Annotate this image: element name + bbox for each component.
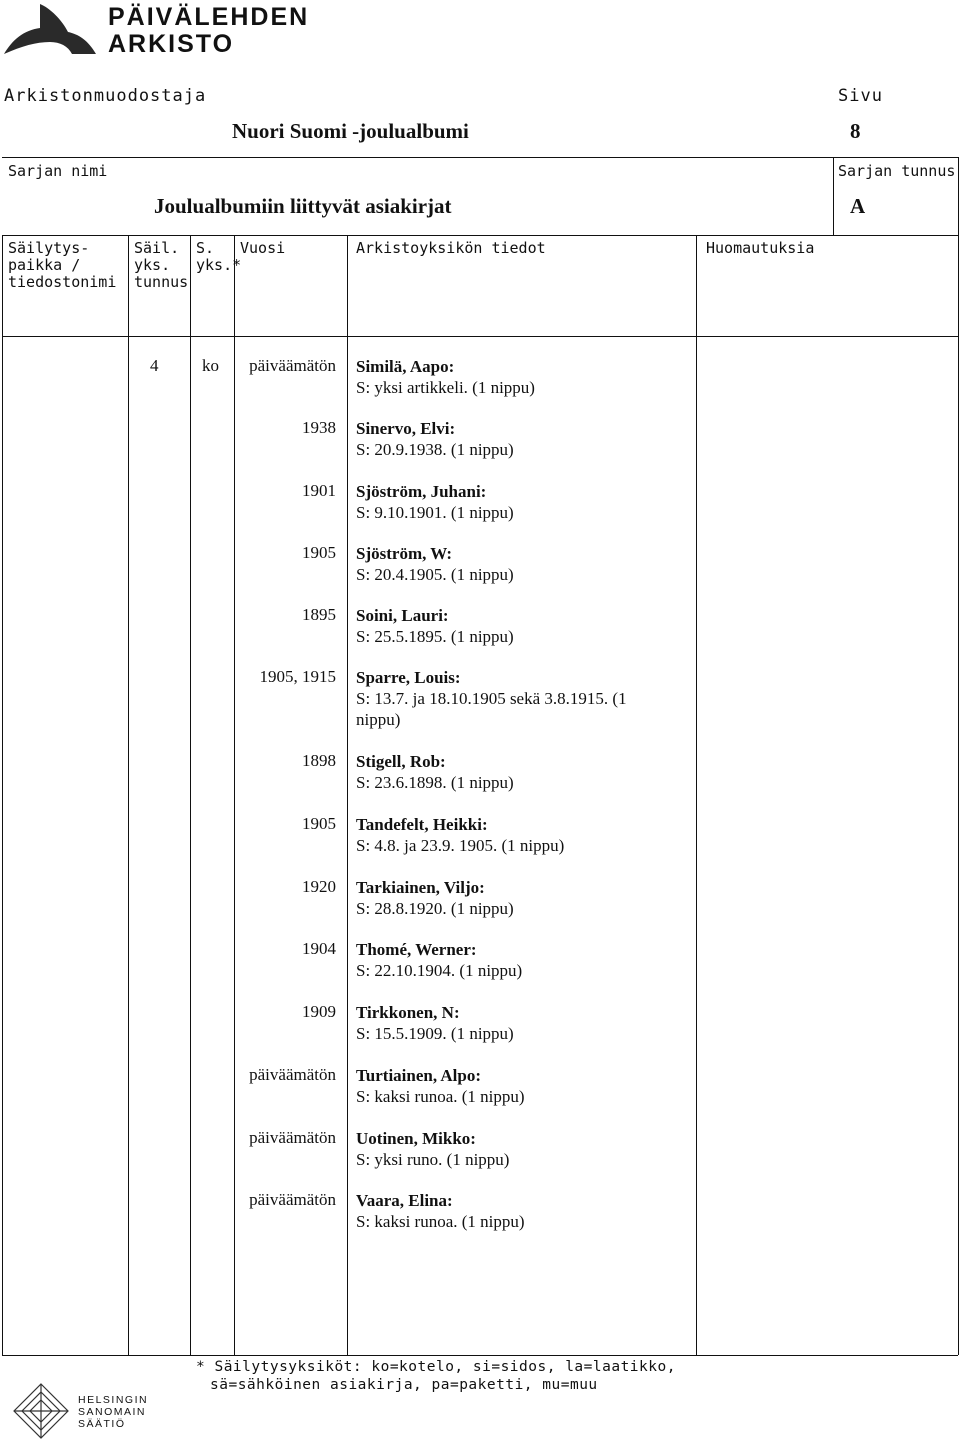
col-sep-5 xyxy=(696,235,697,1355)
column-header-line: paikka / xyxy=(8,256,81,274)
entry-year: 1905, 1915 xyxy=(259,667,336,686)
entry-details xyxy=(356,814,686,856)
entry-details xyxy=(356,418,686,460)
entry-name: Uotinen, Mikko: xyxy=(356,1129,476,1148)
column-header-arkistoyksikon-tiedot: Arkistoyksikön tiedot xyxy=(356,239,546,257)
entry-description: S: yksi runo. (1 nippu) xyxy=(356,1150,510,1169)
footnote-line2: sä=sähköinen asiakirja, pa=paketti, mu=muu xyxy=(210,1377,598,1393)
border-right xyxy=(958,157,959,1355)
border-left xyxy=(2,235,3,1355)
entry-details xyxy=(356,605,686,647)
entry-description: S: yksi artikkeli. (1 nippu) xyxy=(356,378,535,397)
entry-description: S: 22.10.1904. (1 nippu) xyxy=(356,961,523,980)
entry-year: päiväämätön xyxy=(249,1128,336,1147)
entry-details xyxy=(356,481,686,523)
column-header-s-yks xyxy=(196,240,241,274)
col-sep-2 xyxy=(190,235,191,1355)
entry-details xyxy=(356,1065,686,1107)
footer-logo-line1: HELSINGIN xyxy=(78,1394,149,1406)
footer-logo-line3: SÄÄTIÖ xyxy=(78,1418,126,1430)
saatio-emblem-icon xyxy=(10,1380,72,1442)
sail-yks-tunnus-value: 4 xyxy=(150,356,159,375)
footnote-line1: * Säilytysyksiköt: ko=kotelo, si=sidos, la=laatikko, xyxy=(196,1359,676,1375)
entry-description: S: 20.9.1938. (1 nippu) xyxy=(356,440,514,459)
entry-name: Tarkiainen, Viljo: xyxy=(356,878,485,897)
entry-year: 1920 xyxy=(302,877,336,896)
col-sep-1 xyxy=(128,235,129,1355)
entry-name: Tandefelt, Heikki: xyxy=(356,815,488,834)
logo-text xyxy=(108,4,309,58)
divider-table-top xyxy=(2,235,958,236)
column-header-line: S. xyxy=(196,239,215,257)
entry-name: Soini, Lauri: xyxy=(356,606,449,625)
column-header-huomautuksia: Huomautuksia xyxy=(706,239,815,257)
entry-year: 1904 xyxy=(302,939,336,958)
column-header-line: Säil. xyxy=(134,239,180,257)
entry-details xyxy=(356,877,686,919)
column-header-sail-yks-tunnus xyxy=(134,240,188,291)
entry-name: Sjöström, W: xyxy=(356,544,453,563)
entry-year: 1909 xyxy=(302,1002,336,1021)
page-title: Nuori Suomi -joulualbumi xyxy=(232,119,469,143)
entry-name: Sparre, Louis: xyxy=(356,668,461,687)
entry-description: S: 15.5.1909. (1 nippu) xyxy=(356,1024,514,1043)
page-number: 8 xyxy=(850,119,861,143)
column-header-line: tunnus xyxy=(134,273,189,291)
entry-description: S: 25.5.1895. (1 nippu) xyxy=(356,627,514,646)
divider-top xyxy=(2,157,958,158)
entry-details xyxy=(356,356,686,398)
col-sep-3 xyxy=(234,235,235,1355)
entry-year: 1905 xyxy=(302,814,336,833)
entry-details xyxy=(356,667,646,730)
logo-line2: ARKISTO xyxy=(108,30,235,58)
entry-year: 1898 xyxy=(302,751,336,770)
column-header-vuosi: Vuosi xyxy=(240,239,286,257)
entry-name: Thomé, Werner: xyxy=(356,940,477,959)
entry-name: Turtiainen, Alpo: xyxy=(356,1066,482,1085)
entry-name: Similä, Aapo: xyxy=(356,357,455,376)
entry-year: päiväämätön xyxy=(249,1065,336,1084)
sarjan-nimi-label: Sarjan nimi xyxy=(8,162,108,180)
column-header-line: yks.* xyxy=(196,256,242,274)
s-yks-value: ko xyxy=(202,356,219,375)
entry-year: 1905 xyxy=(302,543,336,562)
arkisto-emblem-icon xyxy=(2,0,102,60)
column-header-line: yks. xyxy=(134,256,171,274)
entry-description: S: 28.8.1920. (1 nippu) xyxy=(356,899,514,918)
entry-description: S: 20.4.1905. (1 nippu) xyxy=(356,565,514,584)
column-header-line: Säilytys- xyxy=(8,239,90,257)
entry-description: S: 9.10.1901. (1 nippu) xyxy=(356,503,514,522)
entry-name: Sinervo, Elvi: xyxy=(356,419,456,438)
entry-details xyxy=(356,1002,686,1044)
entry-details xyxy=(356,939,686,981)
entry-details xyxy=(356,1128,686,1170)
series-code: A xyxy=(850,194,866,218)
divider-table-bottom xyxy=(2,1355,958,1356)
entry-year: 1895 xyxy=(302,605,336,624)
logo-line1: PÄIVÄLEHDEN xyxy=(108,3,310,31)
entry-name: Vaara, Elina: xyxy=(356,1191,453,1210)
sivu-label: Sivu xyxy=(838,86,883,106)
entry-description: S: 4.8. ja 23.9. 1905. (1 nippu) xyxy=(356,836,565,855)
divider-header-bottom xyxy=(2,336,958,337)
series-name: Joulualbumiin liittyvät asiakirjat xyxy=(154,194,452,218)
sarjan-tunnus-label: Sarjan tunnus xyxy=(838,162,956,180)
entry-description: S: kaksi runoa. (1 nippu) xyxy=(356,1087,525,1106)
paivalehden-arkisto-logo xyxy=(2,0,310,60)
entry-description: S: 23.6.1898. (1 nippu) xyxy=(356,773,514,792)
footnote xyxy=(196,1358,676,1394)
entry-year: 1938 xyxy=(302,418,336,437)
footer-logo-text xyxy=(78,1394,148,1430)
arkistonmuodostaja-label: Arkistonmuodostaja xyxy=(4,86,207,106)
entry-description: S: 13.7. ja 18.10.1905 sekä 3.8.1915. (1 nippu) xyxy=(356,689,627,729)
divider-series-code xyxy=(833,157,834,235)
entry-details xyxy=(356,543,686,585)
entry-year: 1901 xyxy=(302,481,336,500)
entry-name: Stigell, Rob: xyxy=(356,752,446,771)
entry-year: päiväämätön xyxy=(249,356,336,375)
column-header-line: tiedostonimi xyxy=(8,273,117,291)
column-header-sailytyspaikka xyxy=(8,240,116,291)
entry-details xyxy=(356,1190,686,1232)
col-sep-4 xyxy=(347,235,348,1355)
footer-logo-line2: SANOMAIN xyxy=(78,1406,147,1418)
entry-name: Tirkkonen, N: xyxy=(356,1003,460,1022)
entry-details xyxy=(356,751,686,793)
entry-year: päiväämätön xyxy=(249,1190,336,1209)
entry-description: S: kaksi runoa. (1 nippu) xyxy=(356,1212,525,1231)
entry-name: Sjöström, Juhani: xyxy=(356,482,487,501)
